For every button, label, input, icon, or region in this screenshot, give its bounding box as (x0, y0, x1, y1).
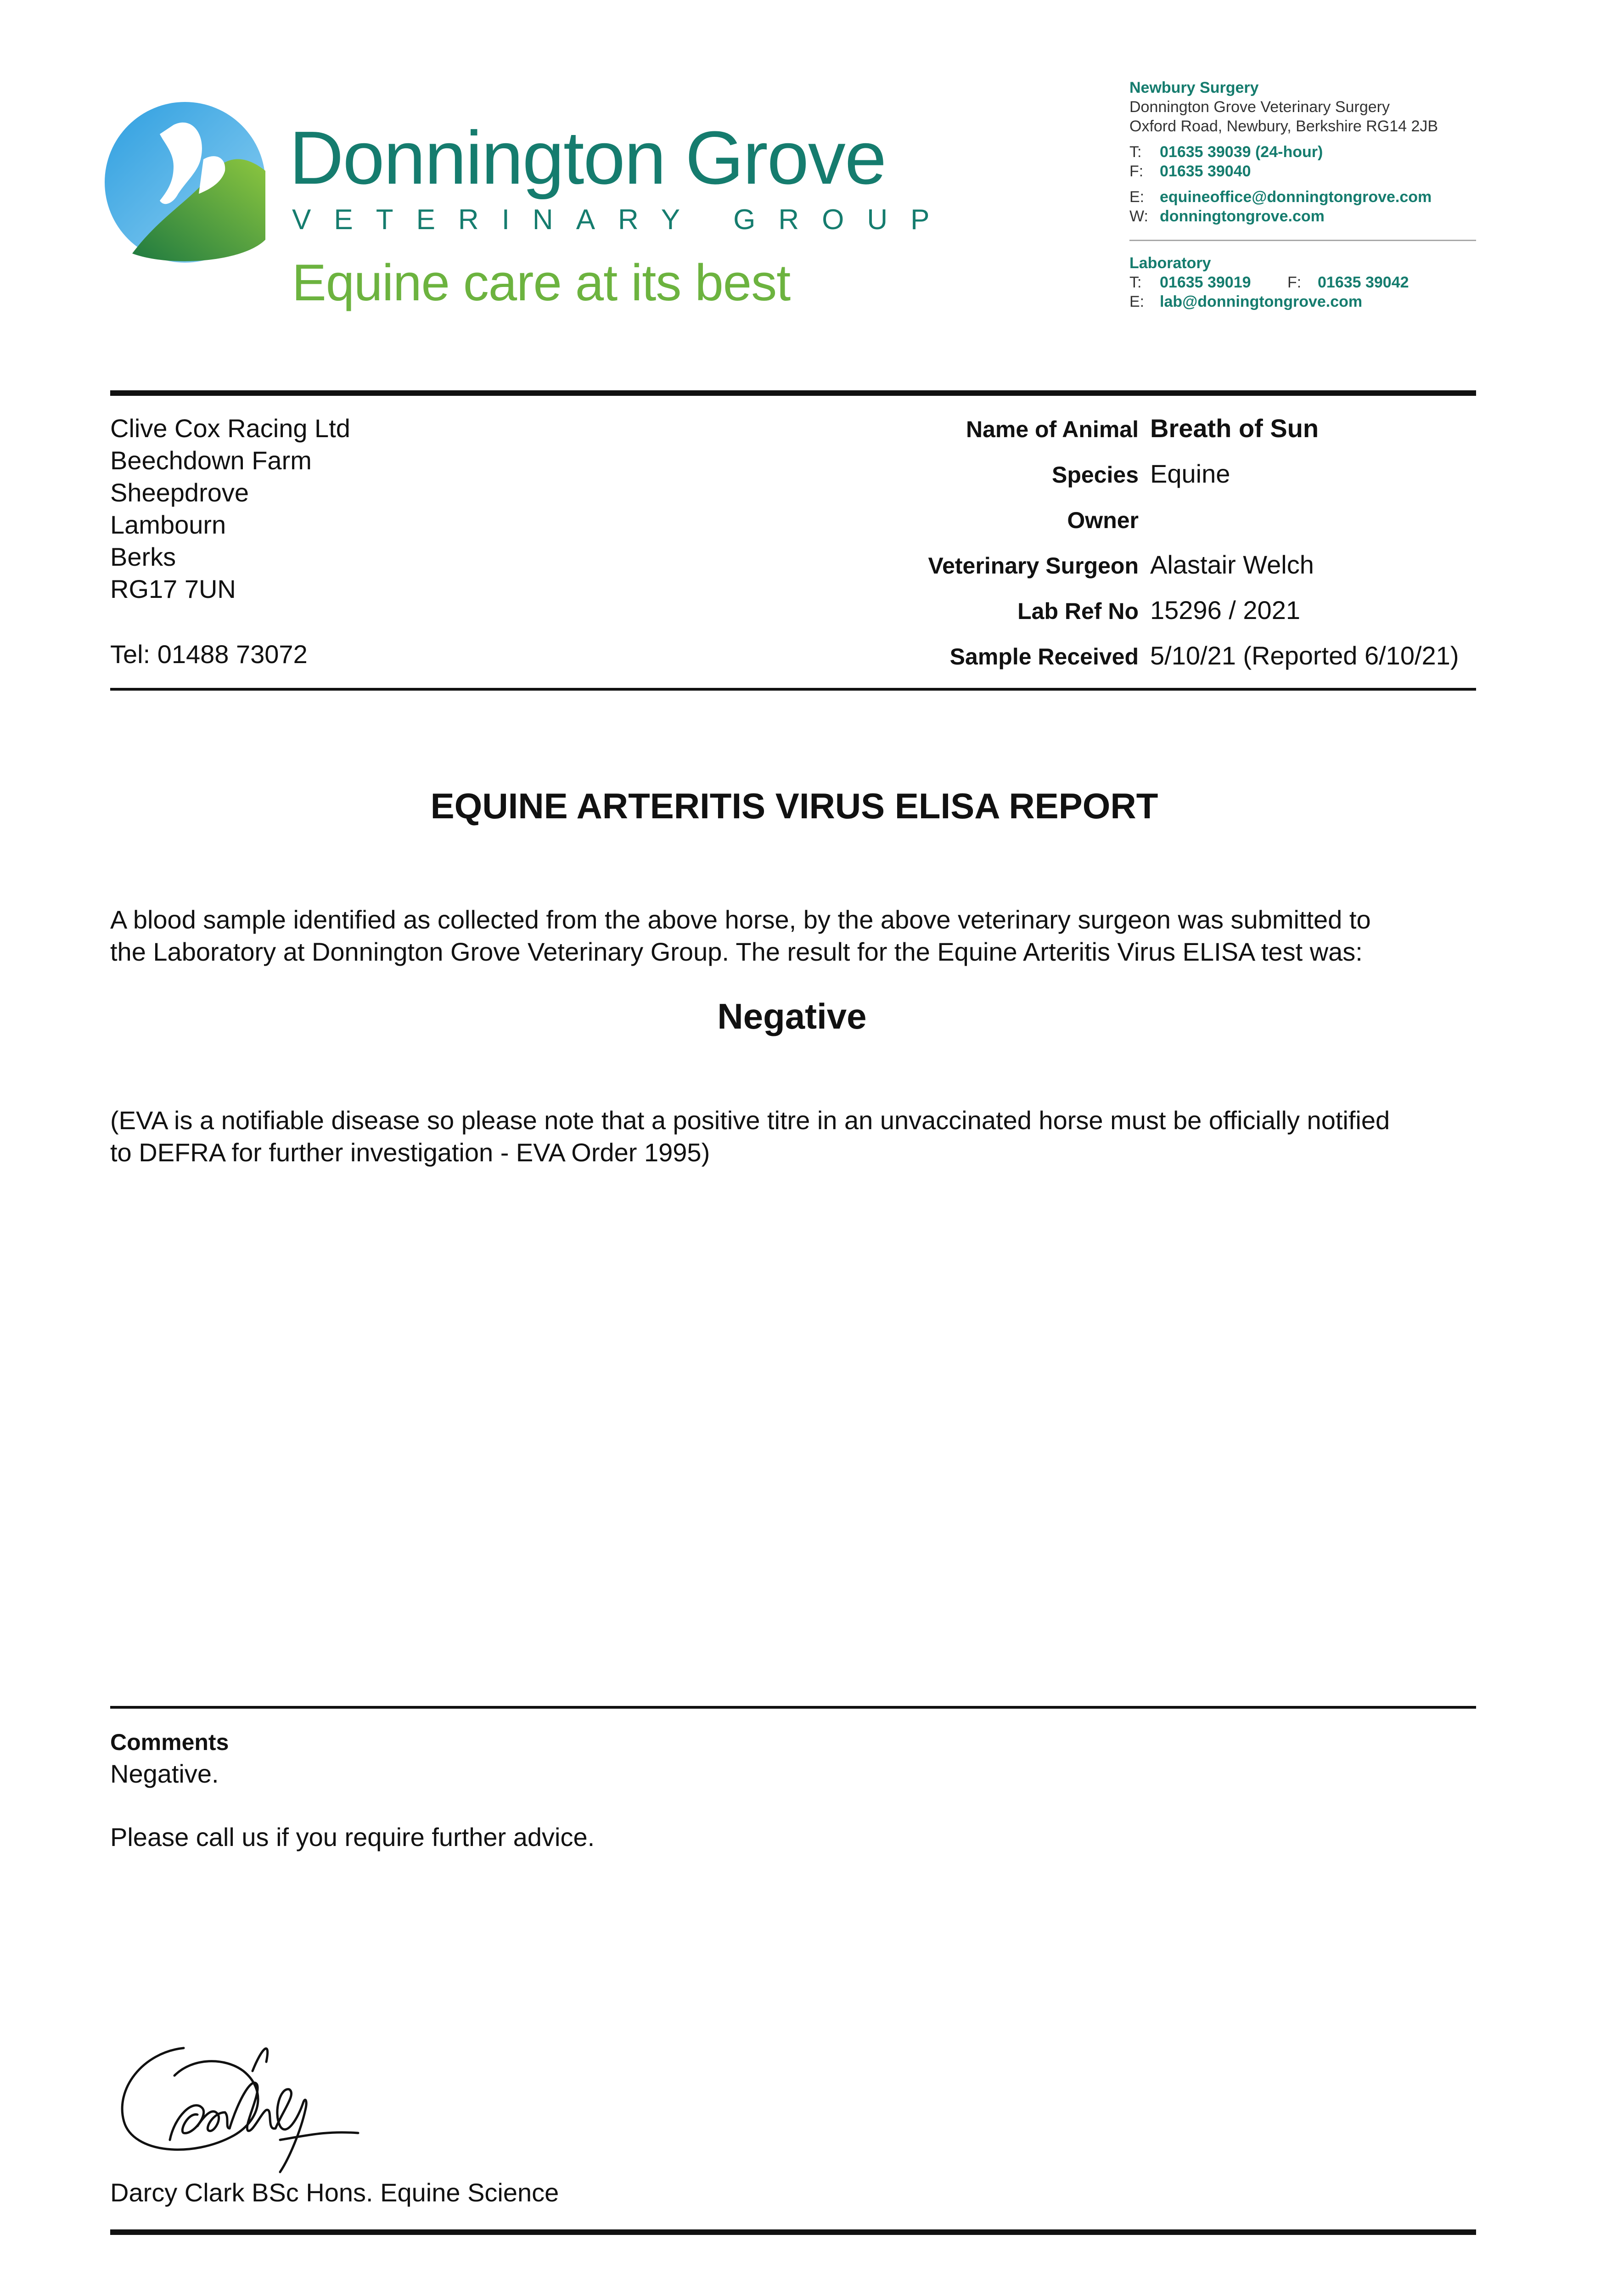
comments-rule (110, 1706, 1476, 1709)
intro-line: A blood sample identified as collected from the above horse, by the above veterinary surgeon was submitted to (110, 905, 1371, 934)
header-rule (110, 390, 1476, 396)
signature-image (115, 2020, 372, 2186)
laboratory-contact-block (1129, 253, 1409, 311)
brand-subtitle: VETERINARY GROUP (292, 204, 953, 236)
lab-email-label: E: (1129, 293, 1145, 310)
detail-label: Name of Animal (966, 416, 1139, 442)
detail-row-vet (781, 550, 1478, 595)
address-line: Beechdown Farm (110, 446, 312, 475)
laboratory-heading: Laboratory (1129, 254, 1211, 272)
lab-fax: 01635 39042 (1318, 274, 1409, 291)
surgery-contact-block (1129, 78, 1438, 226)
comments-heading: Comments (110, 1729, 229, 1755)
report-title: EQUINE ARTERITIS VIRUS ELISA REPORT (430, 786, 1158, 826)
client-address (110, 412, 350, 605)
detail-label: Veterinary Surgeon (928, 553, 1139, 579)
contact-divider (1129, 240, 1476, 241)
advice-text: Please call us if you require further advice. (110, 1823, 595, 1851)
address-line: Sheepdrove (110, 478, 249, 507)
lab-tel[interactable]: 01635 39019 (1160, 274, 1251, 291)
comments-text: Negative. (110, 1759, 219, 1788)
detail-row-name (781, 413, 1478, 459)
address-line: RG17 7UN (110, 574, 236, 603)
intro-paragraph (110, 904, 1483, 968)
client-tel: Tel: 01488 73072 (110, 640, 308, 669)
surgery-address-line2: Oxford Road, Newbury, Berkshire RG14 2JB (1129, 118, 1438, 135)
lab-ref-value: 15296 / 2021 (1150, 596, 1300, 625)
eva-note (110, 1104, 1483, 1169)
detail-row-species (781, 459, 1478, 504)
animal-details (781, 413, 1478, 686)
animal-name: Breath of Sun (1150, 414, 1319, 443)
detail-label: Owner (1067, 507, 1139, 533)
lab-email-link[interactable]: lab@donningtongrove.com (1160, 293, 1363, 310)
footer-rule (110, 2229, 1476, 2235)
address-line: Berks (110, 542, 176, 571)
surgery-web-label: W: (1129, 208, 1148, 225)
lab-fax-label: F: (1287, 274, 1302, 291)
note-line: (EVA is a notifiable disease so please note that a positive titre in an unvaccinated horse must be officially notified (110, 1106, 1390, 1135)
species-value: Equine (1150, 459, 1230, 488)
detail-label: Lab Ref No (1017, 598, 1139, 624)
surgery-heading: Newbury Surgery (1129, 79, 1259, 96)
signatory-name: Darcy Clark BSc Hons. Equine Science (110, 2178, 559, 2207)
details-rule (110, 688, 1476, 691)
surgery-tel-label: T: (1129, 143, 1142, 161)
detail-row-received (781, 641, 1478, 686)
test-result: Negative (717, 996, 867, 1036)
address-line: Clive Cox Racing Ltd (110, 414, 350, 443)
detail-row-labref (781, 595, 1478, 641)
surgery-email-label: E: (1129, 188, 1145, 206)
brand-tagline: Equine care at its best (292, 254, 791, 311)
intro-line: the Laboratory at Donnington Grove Veterinary Group. The result for the Equine Arteritis Virus ELISA test was: (110, 937, 1363, 966)
surgery-address-line1: Donnington Grove Veterinary Surgery (1129, 98, 1390, 116)
sample-received-value: 5/10/21 (Reported 6/10/21) (1150, 641, 1459, 670)
detail-row-owner (781, 504, 1478, 550)
note-line: to DEFRA for further investigation - EVA Order 1995) (110, 1138, 710, 1167)
lab-tel-label: T: (1129, 274, 1142, 291)
detail-label: Sample Received (949, 644, 1139, 670)
surgery-fax-label: F: (1129, 163, 1144, 180)
surgery-email-link[interactable]: equineoffice@donningtongrove.com (1160, 188, 1432, 206)
brand-name: Donnington Grove (289, 116, 886, 200)
detail-label: Species (1051, 462, 1139, 488)
donnington-grove-logo-icon (105, 102, 265, 263)
vet-value: Alastair Welch (1150, 550, 1314, 579)
surgery-fax: 01635 39040 (1160, 163, 1251, 180)
address-line: Lambourn (110, 510, 226, 539)
surgery-web-link[interactable]: donningtongrove.com (1160, 208, 1325, 225)
surgery-tel[interactable]: 01635 39039 (24-hour) (1160, 143, 1323, 161)
